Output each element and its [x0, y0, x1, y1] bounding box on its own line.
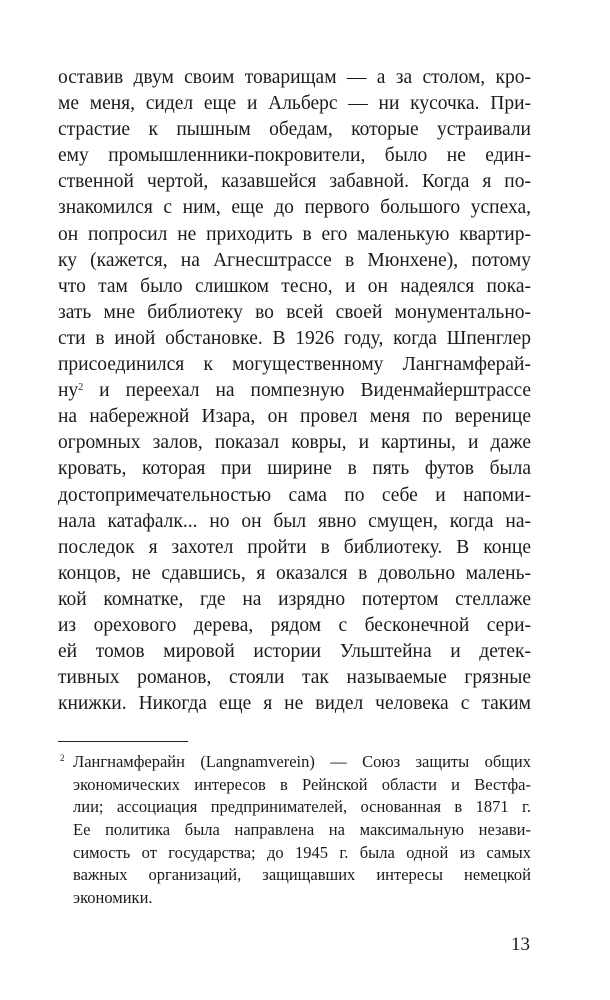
text-line: ме меня, сидел еще и Альберс — ни кусочка. При-: [58, 93, 531, 115]
text-line: последок я захотел пройти в библиотеку. В конце: [58, 536, 531, 558]
text-line: книжки. Никогда еще я не видел человека с таким: [58, 693, 531, 715]
page-number: 13: [511, 934, 530, 955]
text-line: тивных романов, стояли так называемые грязные: [58, 667, 531, 689]
footnote-line: лии; ассоциация предпринимателей, основанная в 1871 г.: [73, 797, 531, 817]
text-line: [58, 378, 531, 404]
text-line: кровать, которая при ширине в пять футов была: [58, 458, 531, 480]
text-line: из орехового дерева, рядом с бесконечной сери-: [58, 614, 531, 636]
footnote-line: экономики.: [73, 888, 153, 908]
footnote-line: важных организаций, защищавших интересы немецкой: [73, 865, 531, 885]
text-line: кой комнатке, где на изрядно потертом стеллаже: [58, 588, 531, 610]
text-line: знакомился с ним, еще до первого большого успеха,: [58, 197, 531, 219]
footnote-mark: 2: [60, 753, 65, 763]
footnote: [58, 751, 531, 910]
text-line: достопримечательностью сама по себе и напоми-: [58, 484, 531, 506]
text-line: ей томов мировой истории Ульштейна и детек-: [58, 641, 531, 663]
footnote-line: [58, 751, 531, 774]
main-text: [58, 65, 531, 717]
text-line: ку (кажется, на Агнесштрассе в Мюнхене), потому: [58, 249, 531, 271]
text-line: концов, не сдавшись, я оказался в довольно малень-: [58, 562, 531, 584]
text-line: нала катафалк... но он был явно смущен, когда на-: [58, 510, 531, 532]
text-line: ственной чертой, казавшейся забавной. Когда я по-: [58, 171, 531, 193]
text-line: он попросил не приходить в его маленькую квартир-: [58, 223, 531, 245]
footnote-line: Ее политика была направлена на максимальную незави-: [73, 820, 531, 840]
text-fragment: и переехал на помпезную Виденмайерштрассе: [83, 380, 531, 402]
text-line: оставив двум своим товарищам — а за столом, кро-: [58, 67, 531, 88]
footnote-reference[interactable]: 2: [78, 382, 84, 394]
footnote-text: Лангнамферайн (Langnamverein) — Союз защиты общих: [73, 752, 531, 771]
text-fragment: ну: [58, 380, 79, 402]
footnote-divider: [58, 741, 188, 742]
text-line: огромных залов, показал ковры, и картины, и даже: [58, 432, 531, 454]
text-line: на набережной Изара, он провел меня по веренице: [58, 406, 531, 428]
text-line: сти в иной обстановке. В 1926 году, когда Шпенглер: [58, 327, 531, 349]
footnote-line: экономических интересов в Рейнской области и Вестфа-: [73, 774, 531, 794]
footnote-line: симость от государства; до 1945 г. была одной из самых: [73, 842, 531, 862]
text-line: что там было слишком тесно, и он надеялся пока-: [58, 275, 531, 297]
text-line: присоединился к могущественному Лангнамферай-: [58, 354, 531, 376]
text-line: страстие к пышным обедам, которые устраивали: [58, 119, 531, 141]
text-line: зать мне библиотеку во всей своей монументально-: [58, 301, 531, 323]
text-line: ему промышленники-покровители, было не един-: [58, 145, 531, 167]
